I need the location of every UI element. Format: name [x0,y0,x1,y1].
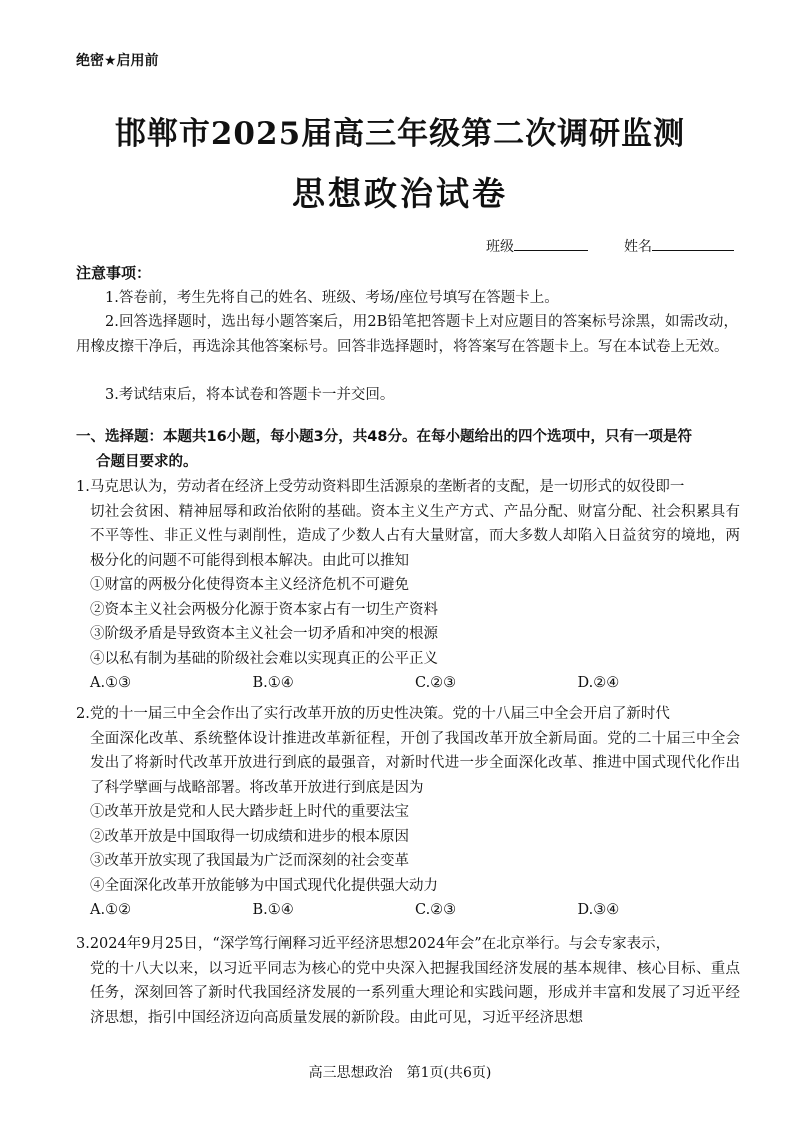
choice-c: C.②③ [415,675,457,691]
page-footer: 高三思想政治 第1页(共6页) [308,1065,492,1081]
question-stem-rest: 切社会贫困、精神屈辱和政治依附的基础。资本主义生产方式、产品分配、财富分配、社会积累具有不平等性、非正义性与剥削性，造成了少数人占有大量财富，而大多数人却陷入日益贫穷的境地，两极分化的问题不可能得到根本解决。由此可以推知 [90,503,740,569]
notice-heading: 注意事项： [76,264,152,282]
choice-d: D.③④ [577,902,620,918]
exam-title: 邯郸市2025届高三年级第二次调研监测 [114,116,686,152]
confidential-mark: 绝密★启用前 [76,53,159,69]
notice-item: 1.答卷前，考生先将自己的姓名、班级、考场/座位号填写在答题卡上。 [105,290,559,306]
class-name-fields [486,236,734,256]
section-heading-line2: 合题目要求的。 [96,453,198,470]
notice-item: 2.回答选择题时，选出每小题答案后，用2B铅笔把答题卡上对应题目的答案标号涂黑，如需改动，用橡皮擦干净后，再选涂其他答案标号。回答非选择题时，将答案写在答题卡上。写在本试卷上无效。 [76,314,738,355]
class-label: 班级 [486,239,514,255]
name-label: 姓名 [624,239,652,255]
section-heading-line1: 一、选择题：本题共16小题，每小题3分，共48分。在每小题给出的四个选项中，只有一项是符 [76,429,692,445]
choice-c: C.②③ [415,902,457,918]
choice-d: D.②④ [577,675,620,691]
choice-b: B.①④ [252,902,294,918]
choice-a: A.①③ [90,675,132,691]
question-stem-first: 2.党的十一届三中全会作出了实行改革开放的历史性决策。党的十八届三中全会开启了新时代 [76,706,670,722]
option-statement: ①改革开放是党和人民大踏步赶上时代的重要法宝 [90,804,409,820]
notice-item: 3.考试结束后，将本试卷和答题卡一并交回。 [105,387,395,403]
exam-subtitle: 思想政治试卷 [292,174,508,213]
option-statement: ②资本主义社会两极分化源于资本家占有一切生产资料 [90,601,438,618]
answer-choices [76,898,740,923]
answer-choices [76,671,740,696]
option-statement: ④以私有制为基础的阶级社会难以实现真正的公平正义 [90,650,438,667]
option-statement: ④全面深化改革开放能够为中国式现代化提供强大动力 [90,877,438,894]
question-stem-rest: 党的十八大以来，以习近平同志为核心的党中央深入把握我国经济发展的基本规律、核心目标、重点任务，深刻回答了新时代我国经济发展的一系列重大理论和实践问题，形成并丰富和发展了习近平经济思想，指引中国经济迈向高质量发展的新阶段。由此可见，习近平经济思想 [90,960,740,1026]
option-statement: ②改革开放是中国取得一切成绩和进步的根本原因 [90,828,409,845]
option-statement: ③改革开放实现了我国最为广泛而深刻的社会变革 [90,853,409,869]
class-blank [514,238,588,251]
choice-b: B.①④ [252,675,294,691]
question-stem-rest: 全面深化改革、系统整体设计推进改革新征程，开创了我国改革开放全新局面。党的二十届三中全会发出了将新时代改革开放进行到底的最强音，对新时代进一步全面深化改革、推进中国式现代化作出了科学擘画与战略部署。将改革开放进行到底是因为 [90,730,740,796]
question-stem-first: 3.2024年9月25日，“深学笃行阐释习近平经济思想2024年会”在北京举行。与会专家表示， [76,936,671,952]
option-statement: ①财富的两极分化使得资本主义经济危机不可避免 [90,577,409,593]
section-heading [76,425,740,474]
choice-a: A.①② [90,902,132,918]
question-1 [76,475,740,696]
question-2 [76,702,740,923]
question-stem-first: 1.马克思认为，劳动者在经济上受劳动资料即生活源泉的垄断者的支配，是一切形式的奴役即一 [76,479,685,495]
question-3 [76,932,740,1030]
option-statement: ③阶级矛盾是导致资本主义社会一切矛盾和冲突的根源 [90,626,438,642]
name-blank [652,238,734,251]
